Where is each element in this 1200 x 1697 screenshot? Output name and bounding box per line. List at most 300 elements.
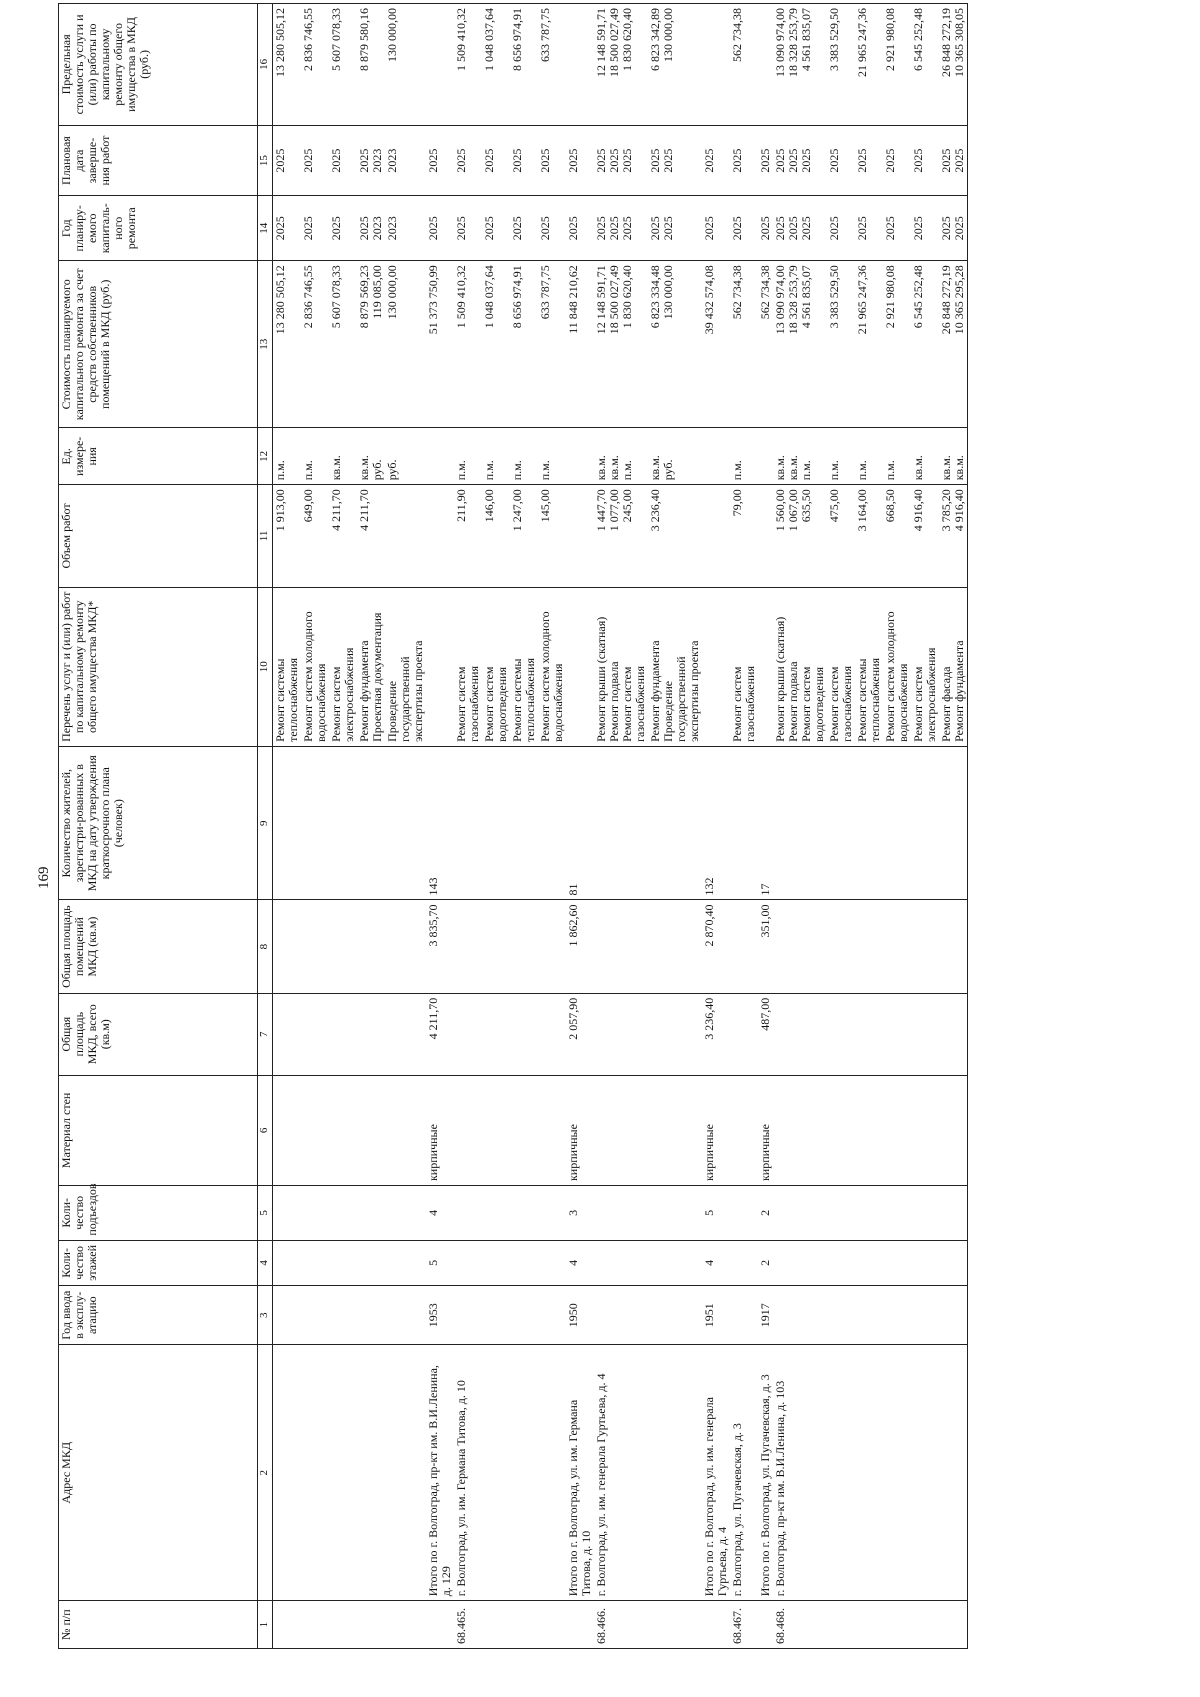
cell-col-14 — [648, 196, 702, 261]
cell-text: 68.468. — [773, 1608, 787, 1644]
cell-col-3 — [939, 1286, 968, 1345]
cell-col-6 — [594, 1075, 648, 1185]
cell-col-8 — [538, 900, 566, 993]
column-number-7: 7 — [258, 993, 273, 1075]
cell-col-12 — [730, 428, 758, 485]
cell-col-6 — [426, 1075, 454, 1185]
cell-col-2 — [357, 1345, 385, 1601]
cell-text: Ремонт крыши (скатная) Ремонт подвала Ремонт систем газоснабжения — [594, 616, 647, 742]
cell-text: 2025 2025 2025 — [773, 148, 813, 173]
cell-text: 13 090 974,00 18 328 253,79 4 561 835,07 — [773, 265, 813, 335]
cell-text: Ремонт фасада Ремонт фундамента — [939, 640, 966, 742]
cell-col-16 — [827, 4, 855, 126]
table-row — [482, 4, 510, 1649]
cell-col-16 — [883, 4, 911, 126]
cell-col-7 — [357, 993, 385, 1075]
cell-col-11 — [510, 485, 538, 587]
cell-col-10 — [482, 587, 510, 746]
cell-text: 12 148 591,71 18 500 027,49 1 830 620,40 — [594, 265, 634, 335]
cell-text: кв.м. кв.м. — [939, 455, 966, 481]
cell-col-10 — [730, 587, 758, 746]
cell-text: 68.466. — [594, 1608, 608, 1644]
cell-text: 2025 — [702, 216, 716, 241]
cell-text: кв.м. кв.м. п.м. — [773, 455, 813, 481]
cell-text: п.м. — [730, 460, 744, 481]
cell-text: 2025 — [566, 148, 580, 173]
cell-col-13 — [538, 261, 566, 428]
cell-col-9 — [730, 746, 758, 900]
cell-col-14 — [730, 196, 758, 261]
cell-col-2 — [538, 1345, 566, 1601]
cell-col-8 — [454, 900, 482, 993]
column-header-7: Общая площадь МКД, всего (кв.м) — [59, 993, 258, 1075]
cell-col-2 — [730, 1345, 758, 1601]
cell-text: 2025 — [273, 216, 287, 241]
cell-col-9 — [357, 746, 385, 900]
cell-col-14 — [758, 196, 773, 261]
cell-col-2 — [773, 1345, 827, 1601]
cell-col-11 — [883, 485, 911, 587]
cell-text: 13 280 505,12 — [273, 8, 287, 77]
cell-col-7 — [939, 993, 968, 1075]
column-number-6: 6 — [258, 1075, 273, 1185]
cell-col-1 — [482, 1601, 510, 1649]
cell-col-12 — [855, 428, 883, 485]
cell-col-3 — [273, 1286, 302, 1345]
column-number-8: 8 — [258, 900, 273, 993]
cell-col-16 — [301, 4, 329, 126]
cell-text: 2025 2025 — [939, 148, 966, 173]
cell-text: кирпичные — [426, 1124, 440, 1182]
cell-text: Итого по г. Волгоград, ул. Пугачевская, д. 3 — [758, 1374, 772, 1597]
cell-text: 2025 — [827, 148, 841, 173]
column-header-5: Коли-чество подъездов — [59, 1186, 258, 1241]
cell-col-3 — [758, 1286, 773, 1345]
cell-col-10 — [883, 587, 911, 746]
cell-col-4 — [911, 1240, 939, 1286]
cell-col-1 — [566, 1601, 594, 1649]
cell-col-13 — [454, 261, 482, 428]
cell-text: 1953 — [426, 1303, 440, 1328]
cell-col-9 — [482, 746, 510, 900]
cell-col-11 — [426, 485, 454, 587]
cell-col-5 — [357, 1186, 385, 1241]
cell-text: 2025 — [426, 148, 440, 173]
table-body — [273, 4, 968, 1649]
cell-col-4 — [883, 1240, 911, 1286]
cell-col-15 — [510, 125, 538, 196]
cell-text: 2025 — [702, 148, 716, 173]
cell-col-16 — [758, 4, 773, 126]
cell-col-2 — [648, 1345, 702, 1601]
cell-text: 8 656 974,91 — [510, 265, 524, 329]
cell-text: 2025 — [883, 216, 897, 241]
cell-text: 13 280 505,12 — [273, 265, 287, 335]
cell-text: 132 — [702, 877, 716, 896]
cell-text: Ремонт систем газоснабжения — [827, 666, 854, 742]
cell-col-9 — [939, 746, 968, 900]
cell-col-6 — [939, 1075, 968, 1185]
cell-col-9 — [648, 746, 702, 900]
cell-text: п.м. — [301, 460, 315, 481]
cell-col-11 — [702, 485, 730, 587]
cell-text: 2 836 746,55 — [301, 265, 315, 329]
cell-text: 2025 — [454, 216, 468, 241]
cell-col-2 — [883, 1345, 911, 1601]
cell-col-6 — [911, 1075, 939, 1185]
cell-text: 5 — [702, 1209, 716, 1216]
cell-text: 2 921 980,08 — [883, 8, 897, 71]
cell-text: 4 211,70 — [357, 489, 371, 531]
cell-col-10 — [594, 587, 648, 746]
cell-col-4 — [454, 1240, 482, 1286]
cell-col-6 — [482, 1075, 510, 1185]
cell-col-9 — [702, 746, 730, 900]
cell-text: 79,00 — [730, 489, 744, 517]
cell-text: 3 — [566, 1209, 580, 1216]
cell-col-8 — [648, 900, 702, 993]
column-header-10: Перечень услуг и (или) работ по капитальному ремонту общего имущества МКД* — [59, 587, 258, 746]
table-row — [827, 4, 855, 1649]
cell-col-9 — [301, 746, 329, 900]
cell-col-2 — [758, 1345, 773, 1601]
cell-col-12 — [538, 428, 566, 485]
column-header-9: Количество жителей, зарегистри-рованных в МКД на дату утверждения краткосрочного плана (человек) — [59, 746, 258, 900]
cell-col-1 — [939, 1601, 968, 1649]
header-row — [59, 4, 258, 1649]
cell-col-16 — [648, 4, 702, 126]
cell-col-15 — [702, 125, 730, 196]
cell-text: 1951 — [702, 1303, 716, 1328]
table-row — [648, 4, 702, 1649]
cell-text: Проведение государственной экспертизы проекта — [385, 640, 425, 742]
cell-col-8 — [385, 900, 426, 993]
cell-col-11 — [329, 485, 357, 587]
cell-col-4 — [730, 1240, 758, 1286]
cell-col-14 — [939, 196, 968, 261]
cell-col-3 — [648, 1286, 702, 1345]
cell-col-6 — [538, 1075, 566, 1185]
cell-col-2 — [301, 1345, 329, 1601]
cell-text: 4 211,70 — [329, 489, 343, 531]
cell-col-16 — [594, 4, 648, 126]
cell-col-15 — [482, 125, 510, 196]
cell-col-10 — [329, 587, 357, 746]
cell-text: 1 247,00 — [510, 489, 524, 532]
cell-text: 130 000,00 — [385, 265, 399, 320]
cell-text: 4 211,70 — [426, 997, 440, 1040]
cell-col-6 — [273, 1075, 302, 1185]
cell-text: 2 — [758, 1259, 772, 1266]
table-row — [758, 4, 773, 1649]
cell-text: 26 848 272,19 10 365 308,05 — [939, 8, 966, 77]
cell-col-4 — [538, 1240, 566, 1286]
column-number-13: 13 — [258, 261, 273, 428]
column-header-15: Плановая дата заверше-ния работ — [59, 125, 258, 196]
cell-text: 487,00 — [758, 997, 772, 1031]
cell-text: Итого по г. Волгоград, ул. им. генерала Гуртьева, д. 4 — [702, 1396, 729, 1597]
cell-col-16 — [454, 4, 482, 126]
cell-col-3 — [827, 1286, 855, 1345]
cell-col-7 — [758, 993, 773, 1075]
cell-col-11 — [273, 485, 302, 587]
column-header-4: Коли-чество этажей — [59, 1240, 258, 1286]
cell-col-13 — [273, 261, 302, 428]
cell-text: 2 836 746,55 — [301, 8, 315, 71]
cell-col-6 — [454, 1075, 482, 1185]
cell-text: 4 — [702, 1259, 716, 1266]
cell-col-16 — [730, 4, 758, 126]
column-number-4: 4 — [258, 1240, 273, 1286]
cell-col-15 — [730, 125, 758, 196]
cell-col-4 — [482, 1240, 510, 1286]
cell-col-8 — [827, 900, 855, 993]
cell-col-7 — [566, 993, 594, 1075]
cell-col-12 — [454, 428, 482, 485]
cell-col-13 — [510, 261, 538, 428]
cell-col-2 — [426, 1345, 454, 1601]
cell-col-13 — [883, 261, 911, 428]
cell-col-1 — [855, 1601, 883, 1649]
column-header-13: Стоимость планируемого капитального ремонта за счет средств собственников помещений в МКД (руб.) — [59, 261, 258, 428]
cell-col-11 — [301, 485, 329, 587]
cell-text: 562 734,38 — [730, 8, 744, 62]
cell-col-15 — [273, 125, 302, 196]
cell-text: 2025 2023 — [357, 216, 384, 241]
cell-text: 2025 2023 — [357, 148, 384, 173]
cell-col-15 — [939, 125, 968, 196]
cell-col-9 — [385, 746, 426, 900]
cell-col-5 — [648, 1186, 702, 1241]
cell-col-11 — [911, 485, 939, 587]
cell-col-8 — [855, 900, 883, 993]
cell-col-15 — [773, 125, 827, 196]
table-row — [454, 4, 482, 1649]
cell-col-11 — [855, 485, 883, 587]
cell-col-14 — [773, 196, 827, 261]
cell-text: 2025 — [538, 216, 552, 241]
cell-col-13 — [385, 261, 426, 428]
cell-text: п.м. — [827, 460, 841, 481]
cell-text: Ремонт систем холодного водоснабжения — [883, 611, 910, 742]
cell-col-4 — [773, 1240, 827, 1286]
cell-col-7 — [702, 993, 730, 1075]
cell-col-2 — [454, 1345, 482, 1601]
cell-text: Ремонт систем холодного водоснабжения — [301, 611, 328, 742]
cell-text: 2025 — [855, 148, 869, 173]
cell-text: Ремонт системы теплоснабжения — [510, 657, 537, 742]
cell-col-15 — [648, 125, 702, 196]
cell-col-7 — [385, 993, 426, 1075]
column-number-row — [258, 4, 273, 1649]
cell-col-5 — [883, 1186, 911, 1241]
cell-col-8 — [426, 900, 454, 993]
table-row — [538, 4, 566, 1649]
cell-text: Ремонт фундамента Проведение государственной экспертизы проекта — [648, 640, 701, 742]
cell-text: 2025 — [273, 148, 287, 173]
cell-col-9 — [773, 746, 827, 900]
cell-col-1 — [538, 1601, 566, 1649]
cell-text: кирпичные — [758, 1124, 772, 1182]
cell-col-15 — [329, 125, 357, 196]
cell-col-6 — [510, 1075, 538, 1185]
cell-col-4 — [594, 1240, 648, 1286]
column-number-3: 3 — [258, 1286, 273, 1345]
table-row — [510, 4, 538, 1649]
column-header-11: Объем работ — [59, 485, 258, 587]
cell-text: 2023 — [385, 148, 399, 173]
cell-col-5 — [426, 1186, 454, 1241]
cell-text: 51 373 750,99 — [426, 265, 440, 335]
cell-text: 2025 — [855, 216, 869, 241]
cell-col-13 — [827, 261, 855, 428]
cell-col-2 — [510, 1345, 538, 1601]
cell-col-7 — [883, 993, 911, 1075]
cell-text: 4 — [566, 1259, 580, 1266]
cell-col-7 — [855, 993, 883, 1075]
cell-col-11 — [827, 485, 855, 587]
cell-col-3 — [911, 1286, 939, 1345]
cell-col-10 — [827, 587, 855, 746]
cell-col-7 — [730, 993, 758, 1075]
cell-col-12 — [648, 428, 702, 485]
cell-col-1 — [827, 1601, 855, 1649]
cell-col-4 — [648, 1240, 702, 1286]
cell-col-3 — [883, 1286, 911, 1345]
cell-col-12 — [482, 428, 510, 485]
cell-col-2 — [329, 1345, 357, 1601]
cell-col-2 — [855, 1345, 883, 1601]
cell-text: 5 607 078,33 — [329, 8, 343, 71]
cell-col-5 — [510, 1186, 538, 1241]
cell-col-6 — [566, 1075, 594, 1185]
cell-col-4 — [758, 1240, 773, 1286]
cell-text: кирпичные — [566, 1124, 580, 1182]
cell-col-15 — [385, 125, 426, 196]
cell-col-6 — [702, 1075, 730, 1185]
cell-col-11 — [566, 485, 594, 587]
cell-text: 633 787,75 — [538, 8, 552, 62]
cell-col-1 — [426, 1601, 454, 1649]
cell-col-7 — [426, 993, 454, 1075]
cell-text: 1 862,60 — [566, 904, 580, 947]
cell-col-8 — [510, 900, 538, 993]
cell-col-10 — [385, 587, 426, 746]
cell-col-10 — [301, 587, 329, 746]
cell-col-7 — [482, 993, 510, 1075]
cell-col-12 — [566, 428, 594, 485]
cell-text: 11 848 210,62 — [566, 265, 580, 334]
cell-col-10 — [648, 587, 702, 746]
cell-col-13 — [939, 261, 968, 428]
cell-col-6 — [730, 1075, 758, 1185]
cell-col-8 — [482, 900, 510, 993]
cell-col-5 — [273, 1186, 302, 1241]
cell-col-11 — [454, 485, 482, 587]
cell-col-13 — [357, 261, 385, 428]
cell-text: п.м. — [482, 460, 496, 481]
cell-col-15 — [454, 125, 482, 196]
cell-col-16 — [385, 4, 426, 126]
cell-col-4 — [702, 1240, 730, 1286]
cell-col-4 — [426, 1240, 454, 1286]
cell-col-5 — [385, 1186, 426, 1241]
cell-col-2 — [566, 1345, 594, 1601]
table-row — [329, 4, 357, 1649]
cell-text: 17 — [758, 883, 772, 896]
cell-text: г. Волгоград, пр-кт им. В.И.Ленина, д. 103 — [773, 1380, 787, 1597]
cell-col-1 — [702, 1601, 730, 1649]
cell-text: 21 965 247,36 — [855, 8, 869, 77]
cell-col-9 — [758, 746, 773, 900]
cell-text: 12 148 591,71 18 500 027,49 1 830 620,40 — [594, 8, 634, 77]
cell-text: Итого по г. Волгоград, пр-кт им. В.И.Ленина, д. 129 — [426, 1365, 453, 1597]
cell-col-4 — [357, 1240, 385, 1286]
cell-col-1 — [911, 1601, 939, 1649]
cell-col-9 — [538, 746, 566, 900]
cell-col-14 — [454, 196, 482, 261]
cell-col-12 — [273, 428, 302, 485]
cell-col-4 — [827, 1240, 855, 1286]
cell-col-14 — [301, 196, 329, 261]
column-number-5: 5 — [258, 1186, 273, 1241]
cell-col-12 — [301, 428, 329, 485]
cell-col-1 — [773, 1601, 827, 1649]
cell-col-4 — [566, 1240, 594, 1286]
cell-col-3 — [482, 1286, 510, 1345]
column-header-14: Год планиру-емого капиталь-ного ремонта — [59, 196, 258, 261]
cell-col-1 — [301, 1601, 329, 1649]
cell-col-1 — [329, 1601, 357, 1649]
cell-col-5 — [773, 1186, 827, 1241]
cell-text: 6 545 252,48 — [911, 265, 925, 329]
cell-col-14 — [702, 196, 730, 261]
cell-col-1 — [510, 1601, 538, 1649]
cell-col-4 — [273, 1240, 302, 1286]
cell-col-7 — [510, 993, 538, 1075]
cell-col-13 — [730, 261, 758, 428]
cell-text: 2025 — [758, 148, 772, 173]
cell-col-2 — [702, 1345, 730, 1601]
cell-col-7 — [301, 993, 329, 1075]
cell-col-13 — [482, 261, 510, 428]
cell-col-8 — [273, 900, 302, 993]
cell-col-16 — [329, 4, 357, 126]
cell-col-10 — [510, 587, 538, 746]
cell-col-13 — [773, 261, 827, 428]
cell-text: 1 560,00 1 067,00 635,50 — [773, 489, 813, 532]
cell-col-12 — [911, 428, 939, 485]
cell-col-8 — [773, 900, 827, 993]
cell-text: г. Волгоград, ул. им. генерала Гуртьева, д. 4 — [594, 1373, 608, 1597]
cell-text: кирпичные — [702, 1124, 716, 1182]
cell-text: 2025 2025 2025 — [594, 148, 634, 173]
cell-text: 3 236,40 — [702, 997, 716, 1040]
cell-col-14 — [538, 196, 566, 261]
cell-col-11 — [482, 485, 510, 587]
cell-col-6 — [855, 1075, 883, 1185]
cell-col-13 — [566, 261, 594, 428]
cell-col-5 — [566, 1186, 594, 1241]
cell-text: 1 048 037,64 — [482, 265, 496, 329]
cell-col-4 — [385, 1240, 426, 1286]
cell-text: 68.465. — [454, 1608, 468, 1644]
cell-col-8 — [939, 900, 968, 993]
cell-text: 2025 — [911, 216, 925, 241]
cell-text: п.м. — [855, 460, 869, 481]
cell-text: 145,00 — [538, 489, 552, 523]
cell-col-15 — [426, 125, 454, 196]
